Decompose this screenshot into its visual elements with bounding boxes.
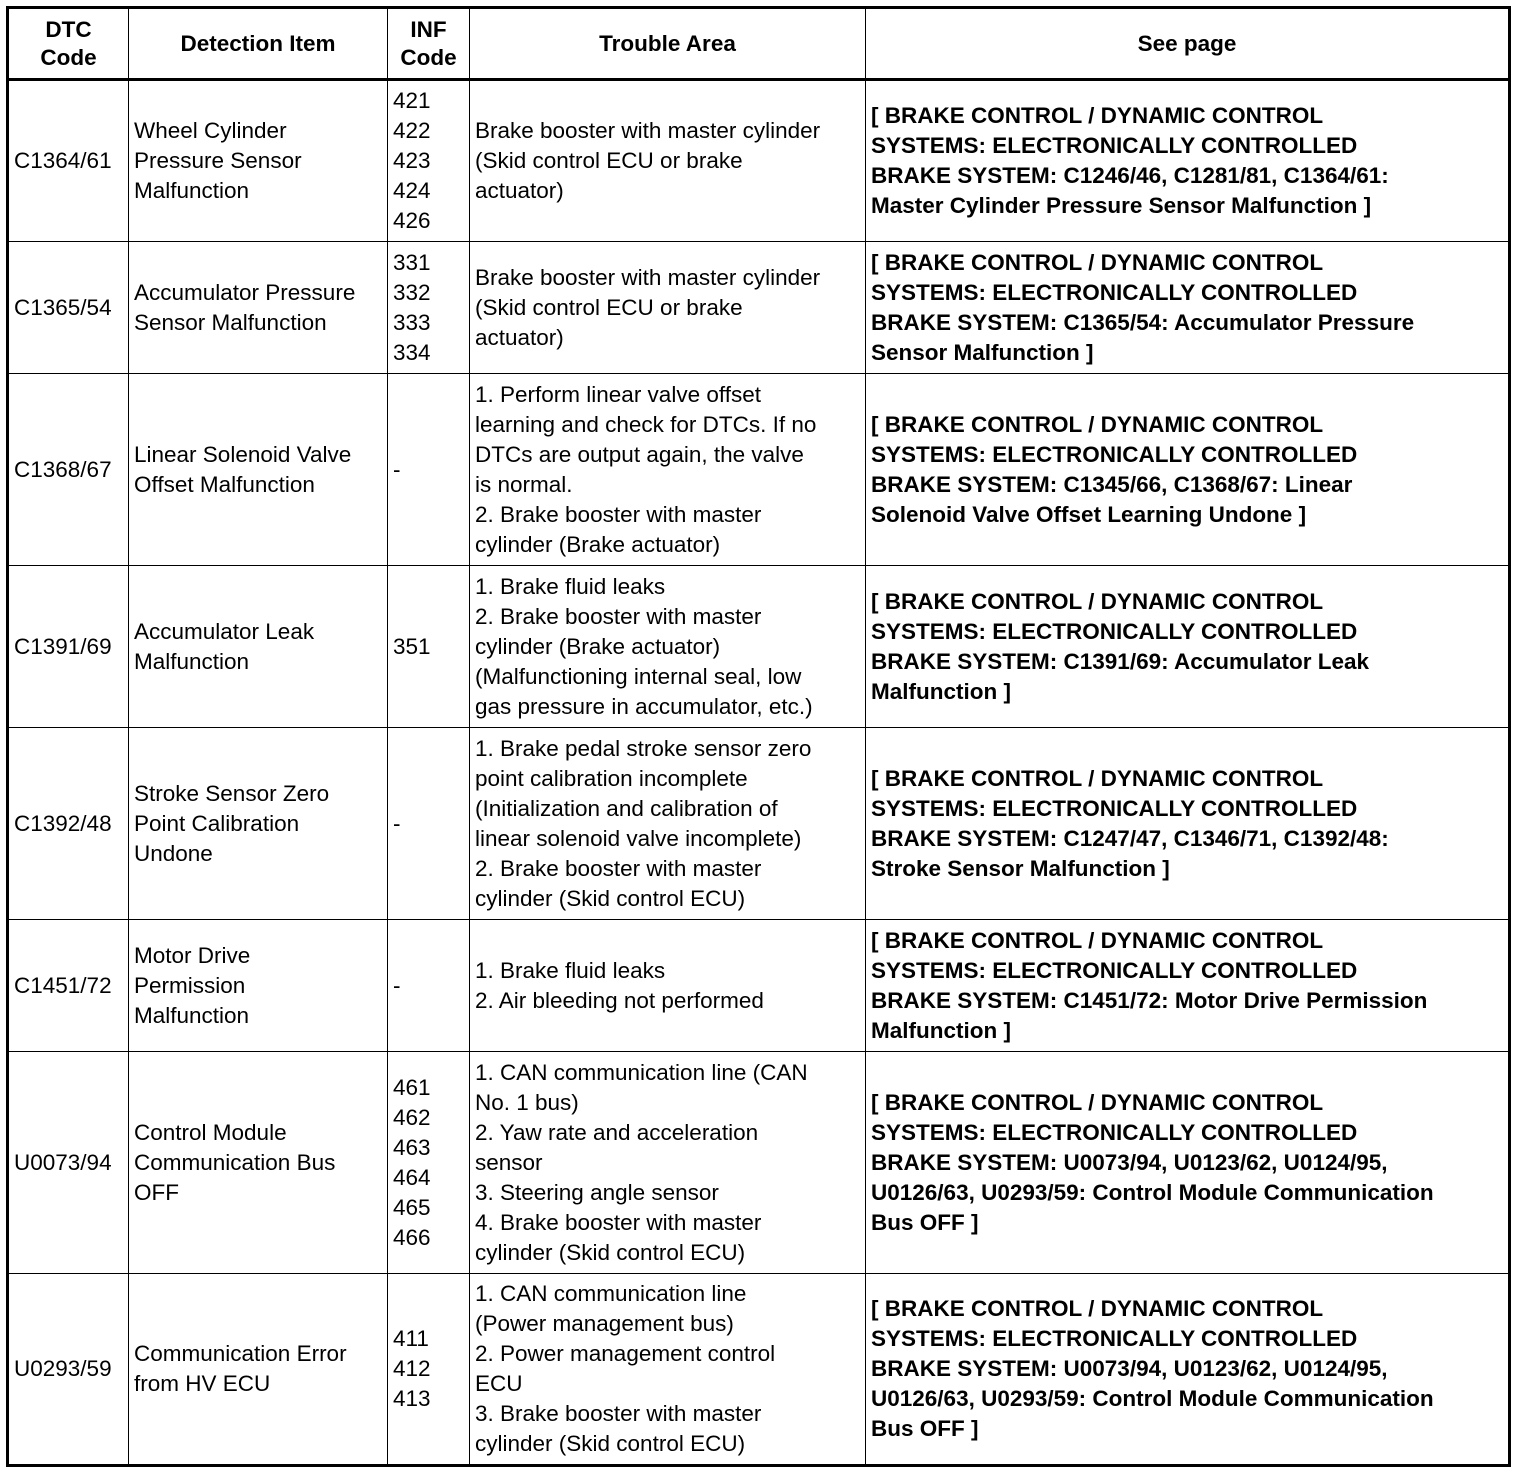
see-page-line: [ BRAKE CONTROL / DYNAMIC CONTROL (871, 249, 1324, 275)
see-page-line: Sensor Malfunction ] (871, 339, 1094, 365)
inf-code-line: 424 (393, 178, 431, 203)
detection-item-line: from HV ECU (134, 1371, 271, 1396)
see-page-cell (866, 1052, 1510, 1274)
trouble-area-line: 1. CAN communication line (CAN (475, 1059, 808, 1085)
trouble-area-line: cylinder (Brake actuator) (475, 633, 721, 659)
dtc-code-cell: U0073/94 (8, 1052, 129, 1274)
see-page-line: Malfunction ] (871, 678, 1011, 704)
trouble-area-cell (470, 1274, 866, 1466)
table-row (8, 80, 1510, 242)
trouble-area-cell (470, 242, 866, 374)
inf-code-line: - (393, 972, 401, 998)
inf-code-cell (388, 728, 470, 920)
detection-item-line: Communication Bus (134, 1149, 336, 1175)
table-row (8, 920, 1510, 1052)
detection-item-line: Accumulator Leak (134, 618, 315, 644)
trouble-area-line: (Skid control ECU or brake (475, 294, 743, 320)
trouble-area-line: Brake booster with master cylinder (475, 118, 821, 143)
inf-code-line: 421 (393, 88, 431, 113)
see-page-cell (866, 242, 1510, 374)
trouble-area-line: 2. Yaw rate and acceleration (475, 1119, 759, 1145)
see-page-line: Bus OFF ] (871, 1209, 979, 1235)
dtc-code-cell: C1391/69 (8, 566, 129, 728)
detection-item-cell (129, 1274, 388, 1466)
see-page-line: SYSTEMS: ELECTRONICALLY CONTROLLED (871, 441, 1358, 467)
inf-code-line: 463 (393, 1134, 431, 1160)
dtc-code-cell: C1368/67 (8, 374, 129, 566)
see-page-line: SYSTEMS: ELECTRONICALLY CONTROLLED (871, 1326, 1358, 1351)
trouble-area-line: Brake booster with master cylinder (475, 264, 821, 290)
see-page-line: BRAKE SYSTEM: C1365/54: Accumulator Pressure (871, 309, 1415, 335)
detection-item-line: Communication Error (134, 1341, 347, 1366)
detection-item-line: Motor Drive (134, 942, 251, 968)
see-page-line: [ BRAKE CONTROL / DYNAMIC CONTROL (871, 927, 1324, 953)
detection-item-line: OFF (134, 1179, 179, 1205)
detection-item-cell (129, 80, 388, 242)
see-page-line: SYSTEMS: ELECTRONICALLY CONTROLLED (871, 1119, 1358, 1145)
table-row (8, 242, 1510, 374)
header-inf-code (388, 8, 470, 80)
see-page-line: BRAKE SYSTEM: U0073/94, U0123/62, U0124/95, (871, 1149, 1388, 1175)
header-trouble-area: Trouble Area (470, 8, 866, 80)
table-row (8, 1274, 1510, 1466)
trouble-area-cell (470, 374, 866, 566)
see-page-line: BRAKE SYSTEM: C1247/47, C1346/71, C1392/48: (871, 825, 1389, 851)
table-row (8, 728, 1510, 920)
trouble-area-line: 2. Brake booster with master (475, 603, 762, 629)
inf-code-cell (388, 920, 470, 1052)
inf-code-cell (388, 1052, 470, 1274)
header-inf-code-line: Code (400, 44, 457, 70)
trouble-area-cell (470, 566, 866, 728)
header-detection-item: Detection Item (129, 8, 388, 80)
header-see-page: See page (866, 8, 1510, 80)
see-page-line: SYSTEMS: ELECTRONICALLY CONTROLLED (871, 795, 1358, 821)
see-page-cell (866, 80, 1510, 242)
inf-code-cell (388, 374, 470, 566)
see-page-line: U0126/63, U0293/59: Control Module Communication (871, 1386, 1434, 1411)
see-page-line: Master Cylinder Pressure Sensor Malfunction ] (871, 193, 1372, 218)
trouble-area-line: DTCs are output again, the valve (475, 441, 804, 467)
table-body (8, 80, 1510, 1466)
trouble-area-line: 2. Power management control (475, 1341, 776, 1366)
detection-item-cell (129, 920, 388, 1052)
detection-item-line: Point Calibration (134, 810, 300, 836)
inf-code-line: 334 (393, 339, 431, 365)
detection-item-cell (129, 1052, 388, 1274)
header-dtc-code (8, 8, 129, 80)
detection-item-line: Malfunction (134, 1002, 250, 1028)
trouble-area-line: 1. Perform linear valve offset (475, 381, 761, 407)
dtc-code-cell: C1392/48 (8, 728, 129, 920)
detection-item-line: Offset Malfunction (134, 471, 315, 497)
see-page-line: BRAKE SYSTEM: C1451/72: Motor Drive Permission (871, 987, 1428, 1013)
see-page-line: SYSTEMS: ELECTRONICALLY CONTROLLED (871, 133, 1358, 158)
trouble-area-line: learning and check for DTCs. If no (475, 411, 817, 437)
trouble-area-line: 1. CAN communication line (475, 1281, 747, 1306)
detection-item-line: Linear Solenoid Valve (134, 441, 352, 467)
see-page-cell (866, 728, 1510, 920)
detection-item-line: Wheel Cylinder (134, 118, 287, 143)
inf-code-line: 413 (393, 1386, 431, 1411)
see-page-line: [ BRAKE CONTROL / DYNAMIC CONTROL (871, 411, 1324, 437)
trouble-area-line: 3. Brake booster with master (475, 1401, 762, 1426)
detection-item-line: Permission (134, 972, 246, 998)
detection-item-cell (129, 566, 388, 728)
see-page-line: BRAKE SYSTEM: C1246/46, C1281/81, C1364/61: (871, 163, 1389, 188)
header-dtc-code-line: Code (40, 44, 97, 70)
trouble-area-line: cylinder (Skid control ECU) (475, 1239, 746, 1265)
trouble-area-line: (Power management bus) (475, 1311, 734, 1336)
trouble-area-cell (470, 1052, 866, 1274)
trouble-area-line: cylinder (Skid control ECU) (475, 885, 746, 911)
detection-item-line: Pressure Sensor (134, 148, 302, 173)
see-page-cell (866, 374, 1510, 566)
trouble-area-line: No. 1 bus) (475, 1089, 579, 1115)
inf-code-line: 465 (393, 1194, 431, 1220)
trouble-area-line: is normal. (475, 471, 573, 497)
header-row (8, 8, 1510, 80)
inf-code-line: 422 (393, 118, 431, 143)
inf-code-line: - (393, 456, 401, 482)
see-page-line: [ BRAKE CONTROL / DYNAMIC CONTROL (871, 1296, 1324, 1321)
see-page-line: Malfunction ] (871, 1017, 1011, 1043)
inf-code-line: 464 (393, 1164, 431, 1190)
see-page-line: SYSTEMS: ELECTRONICALLY CONTROLLED (871, 279, 1358, 305)
trouble-area-line: 1. Brake fluid leaks (475, 573, 666, 599)
trouble-area-line: ECU (475, 1371, 523, 1396)
inf-code-line: 351 (393, 633, 431, 659)
inf-code-line: 333 (393, 309, 431, 335)
header-dtc-code-line: DTC (45, 16, 92, 42)
header-inf-code-line: INF (410, 16, 447, 42)
trouble-area-line: actuator) (475, 178, 564, 203)
dtc-code-cell: C1364/61 (8, 80, 129, 242)
detection-item-cell (129, 242, 388, 374)
dtc-code-cell: C1365/54 (8, 242, 129, 374)
see-page-line: Bus OFF ] (871, 1416, 979, 1441)
see-page-line: BRAKE SYSTEM: U0073/94, U0123/62, U0124/95, (871, 1356, 1388, 1381)
trouble-area-line: 2. Brake booster with master (475, 501, 762, 527)
trouble-area-line: actuator) (475, 324, 564, 350)
see-page-line: BRAKE SYSTEM: C1391/69: Accumulator Leak (871, 648, 1370, 674)
detection-item-line: Stroke Sensor Zero (134, 780, 330, 806)
trouble-area-line: cylinder (Skid control ECU) (475, 1431, 746, 1456)
table-row (8, 566, 1510, 728)
trouble-area-line: (Malfunctioning internal seal, low (475, 663, 802, 689)
detection-item-line: Undone (134, 840, 213, 866)
see-page-cell (866, 1274, 1510, 1466)
table-row (8, 1052, 1510, 1274)
trouble-area-line: sensor (475, 1149, 543, 1175)
trouble-area-line: point calibration incomplete (475, 765, 748, 791)
detection-item-line: Malfunction (134, 648, 250, 674)
inf-code-line: 331 (393, 249, 431, 275)
see-page-line: SYSTEMS: ELECTRONICALLY CONTROLLED (871, 957, 1358, 983)
trouble-area-cell (470, 920, 866, 1052)
detection-item-line: Malfunction (134, 178, 250, 203)
see-page-cell (866, 920, 1510, 1052)
detection-item-line: Sensor Malfunction (134, 309, 327, 335)
trouble-area-cell (470, 728, 866, 920)
inf-code-cell (388, 1274, 470, 1466)
inf-code-line: 461 (393, 1074, 431, 1100)
trouble-area-line: 2. Brake booster with master (475, 855, 762, 881)
dtc-code-cell: C1451/72 (8, 920, 129, 1052)
see-page-cell (866, 566, 1510, 728)
inf-code-cell (388, 566, 470, 728)
trouble-area-line: gas pressure in accumulator, etc.) (475, 693, 813, 719)
see-page-line: [ BRAKE CONTROL / DYNAMIC CONTROL (871, 103, 1324, 128)
inf-code-line: 412 (393, 1356, 431, 1381)
trouble-area-line: 1. Brake pedal stroke sensor zero (475, 735, 812, 761)
trouble-area-line: 1. Brake fluid leaks (475, 957, 666, 983)
inf-code-cell (388, 80, 470, 242)
see-page-line: [ BRAKE CONTROL / DYNAMIC CONTROL (871, 588, 1324, 614)
trouble-area-line: cylinder (Brake actuator) (475, 531, 721, 557)
inf-code-line: 332 (393, 279, 431, 305)
inf-code-line: 411 (393, 1326, 429, 1351)
inf-code-line: 466 (393, 1224, 431, 1250)
detection-item-line: Accumulator Pressure (134, 279, 356, 305)
inf-code-line: 462 (393, 1104, 431, 1130)
trouble-area-line: 4. Brake booster with master (475, 1209, 762, 1235)
inf-code-line: - (393, 810, 401, 836)
inf-code-line: 423 (393, 148, 431, 173)
trouble-area-line: 3. Steering angle sensor (475, 1179, 719, 1205)
see-page-line: [ BRAKE CONTROL / DYNAMIC CONTROL (871, 765, 1324, 791)
see-page-line: U0126/63, U0293/59: Control Module Communication (871, 1179, 1434, 1205)
see-page-line: Solenoid Valve Offset Learning Undone ] (871, 501, 1307, 527)
see-page-line: SYSTEMS: ELECTRONICALLY CONTROLLED (871, 618, 1358, 644)
see-page-line: BRAKE SYSTEM: C1345/66, C1368/67: Linear (871, 471, 1353, 497)
table-row (8, 374, 1510, 566)
detection-item-cell (129, 374, 388, 566)
trouble-area-line: (Skid control ECU or brake (475, 148, 743, 173)
inf-code-line: 426 (393, 208, 431, 233)
see-page-line: [ BRAKE CONTROL / DYNAMIC CONTROL (871, 1089, 1324, 1115)
dtc-table (6, 6, 1511, 1467)
see-page-line: Stroke Sensor Malfunction ] (871, 855, 1170, 881)
inf-code-cell (388, 242, 470, 374)
trouble-area-cell (470, 80, 866, 242)
detection-item-line: Control Module (134, 1119, 287, 1145)
dtc-code-cell: U0293/59 (8, 1274, 129, 1466)
trouble-area-line: (Initialization and calibration of (475, 795, 778, 821)
table-header (8, 8, 1510, 80)
trouble-area-line: 2. Air bleeding not performed (475, 987, 764, 1013)
trouble-area-line: linear solenoid valve incomplete) (475, 825, 802, 851)
detection-item-cell (129, 728, 388, 920)
